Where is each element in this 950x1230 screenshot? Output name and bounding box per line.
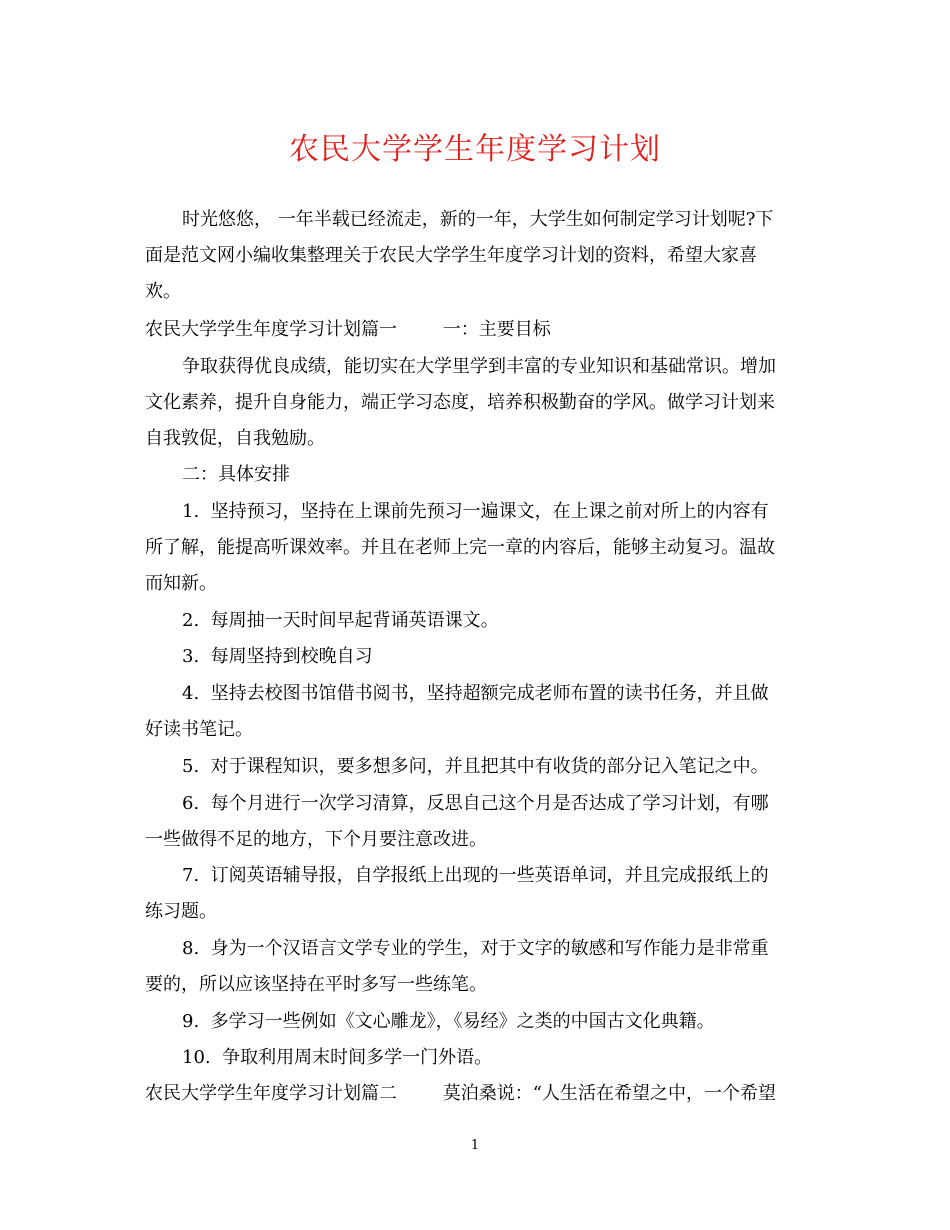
item-6-line-1: 6. 每个月进行一次学习清算，反思自己这个月是否达成了学习计划，有哪 [182, 793, 769, 814]
item-8-line-1: 8. 身为一个汉语言文学专业的学生，对于文字的敏感和写作能力是非常重 [182, 938, 769, 959]
item-1-line-1: 1. 坚持预习，坚持在上课前先预习一遍课文，在上课之前对所上的内容有 [182, 501, 769, 522]
intro-line-3: 欢。 [145, 281, 181, 302]
goal-line-3: 自我敦促，自我勉励。 [145, 428, 325, 449]
page-title: 农民大学学生年度学习计划 [289, 132, 661, 167]
item-2: 2. 每周抽一天时间早起背诵英语课文。 [182, 610, 499, 631]
item-7-line-2: 练习题。 [145, 901, 217, 922]
item-10: 10. 争取利用周末时间多学一门外语。 [182, 1047, 493, 1068]
item-3: 3. 每周坚持到校晚自习 [182, 646, 373, 667]
item-5: 5. 对于课程知识，要多想多问，并且把其中有收货的部分记入笔记之中。 [182, 756, 769, 777]
item-9: 9. 多学习一些例如《文心雕龙》，《易经》之类的中国古文化典籍。 [182, 1011, 715, 1032]
item-7-line-1: 7. 订阅英语辅导报，自学报纸上出现的一些英语单词，并且完成报纸上的 [182, 865, 769, 886]
section-heading-2: 农民大学学生年度学习计划篇二 莫泊桑说：“人生活在希望之中，一个希望 [145, 1083, 776, 1104]
item-4-line-1: 4. 坚持去校图书馆借书阅书，坚持超额完成老师布置的读书任务，并且做 [182, 683, 769, 704]
subheading-arrangement: 二：具体安排 [182, 464, 290, 485]
item-1-line-3: 而知新。 [145, 573, 217, 594]
goal-line-2: 文化素养，提升自身能力，端正学习态度，培养积极勤奋的学风。做学习计划来 [145, 392, 775, 413]
page-number: 1 [470, 1138, 480, 1153]
item-6-line-2: 一些做得不足的地方，下个月要注意改进。 [145, 829, 487, 850]
item-8-line-2: 要的，所以应该坚持在平时多写一些练笔。 [145, 974, 487, 995]
goal-line-1: 争取获得优良成绩，能切实在大学里学到丰富的专业知识和基础常识。增加 [182, 356, 776, 377]
item-4-line-2: 好读书笔记。 [145, 719, 253, 740]
intro-line-2: 面是范文网小编收集整理关于农民大学学生年度学习计划的资料，希望大家喜 [145, 245, 757, 266]
intro-line-1: 时光悠悠， 一年半载已经流走，新的一年，大学生如何制定学习计划呢?下 [182, 209, 774, 230]
section-heading-1: 农民大学学生年度学习计划篇一 一：主要目标 [145, 319, 551, 340]
item-1-line-2: 所了解，能提高听课效率。并且在老师上完一章的内容后，能够主动复习。温故 [145, 537, 775, 558]
